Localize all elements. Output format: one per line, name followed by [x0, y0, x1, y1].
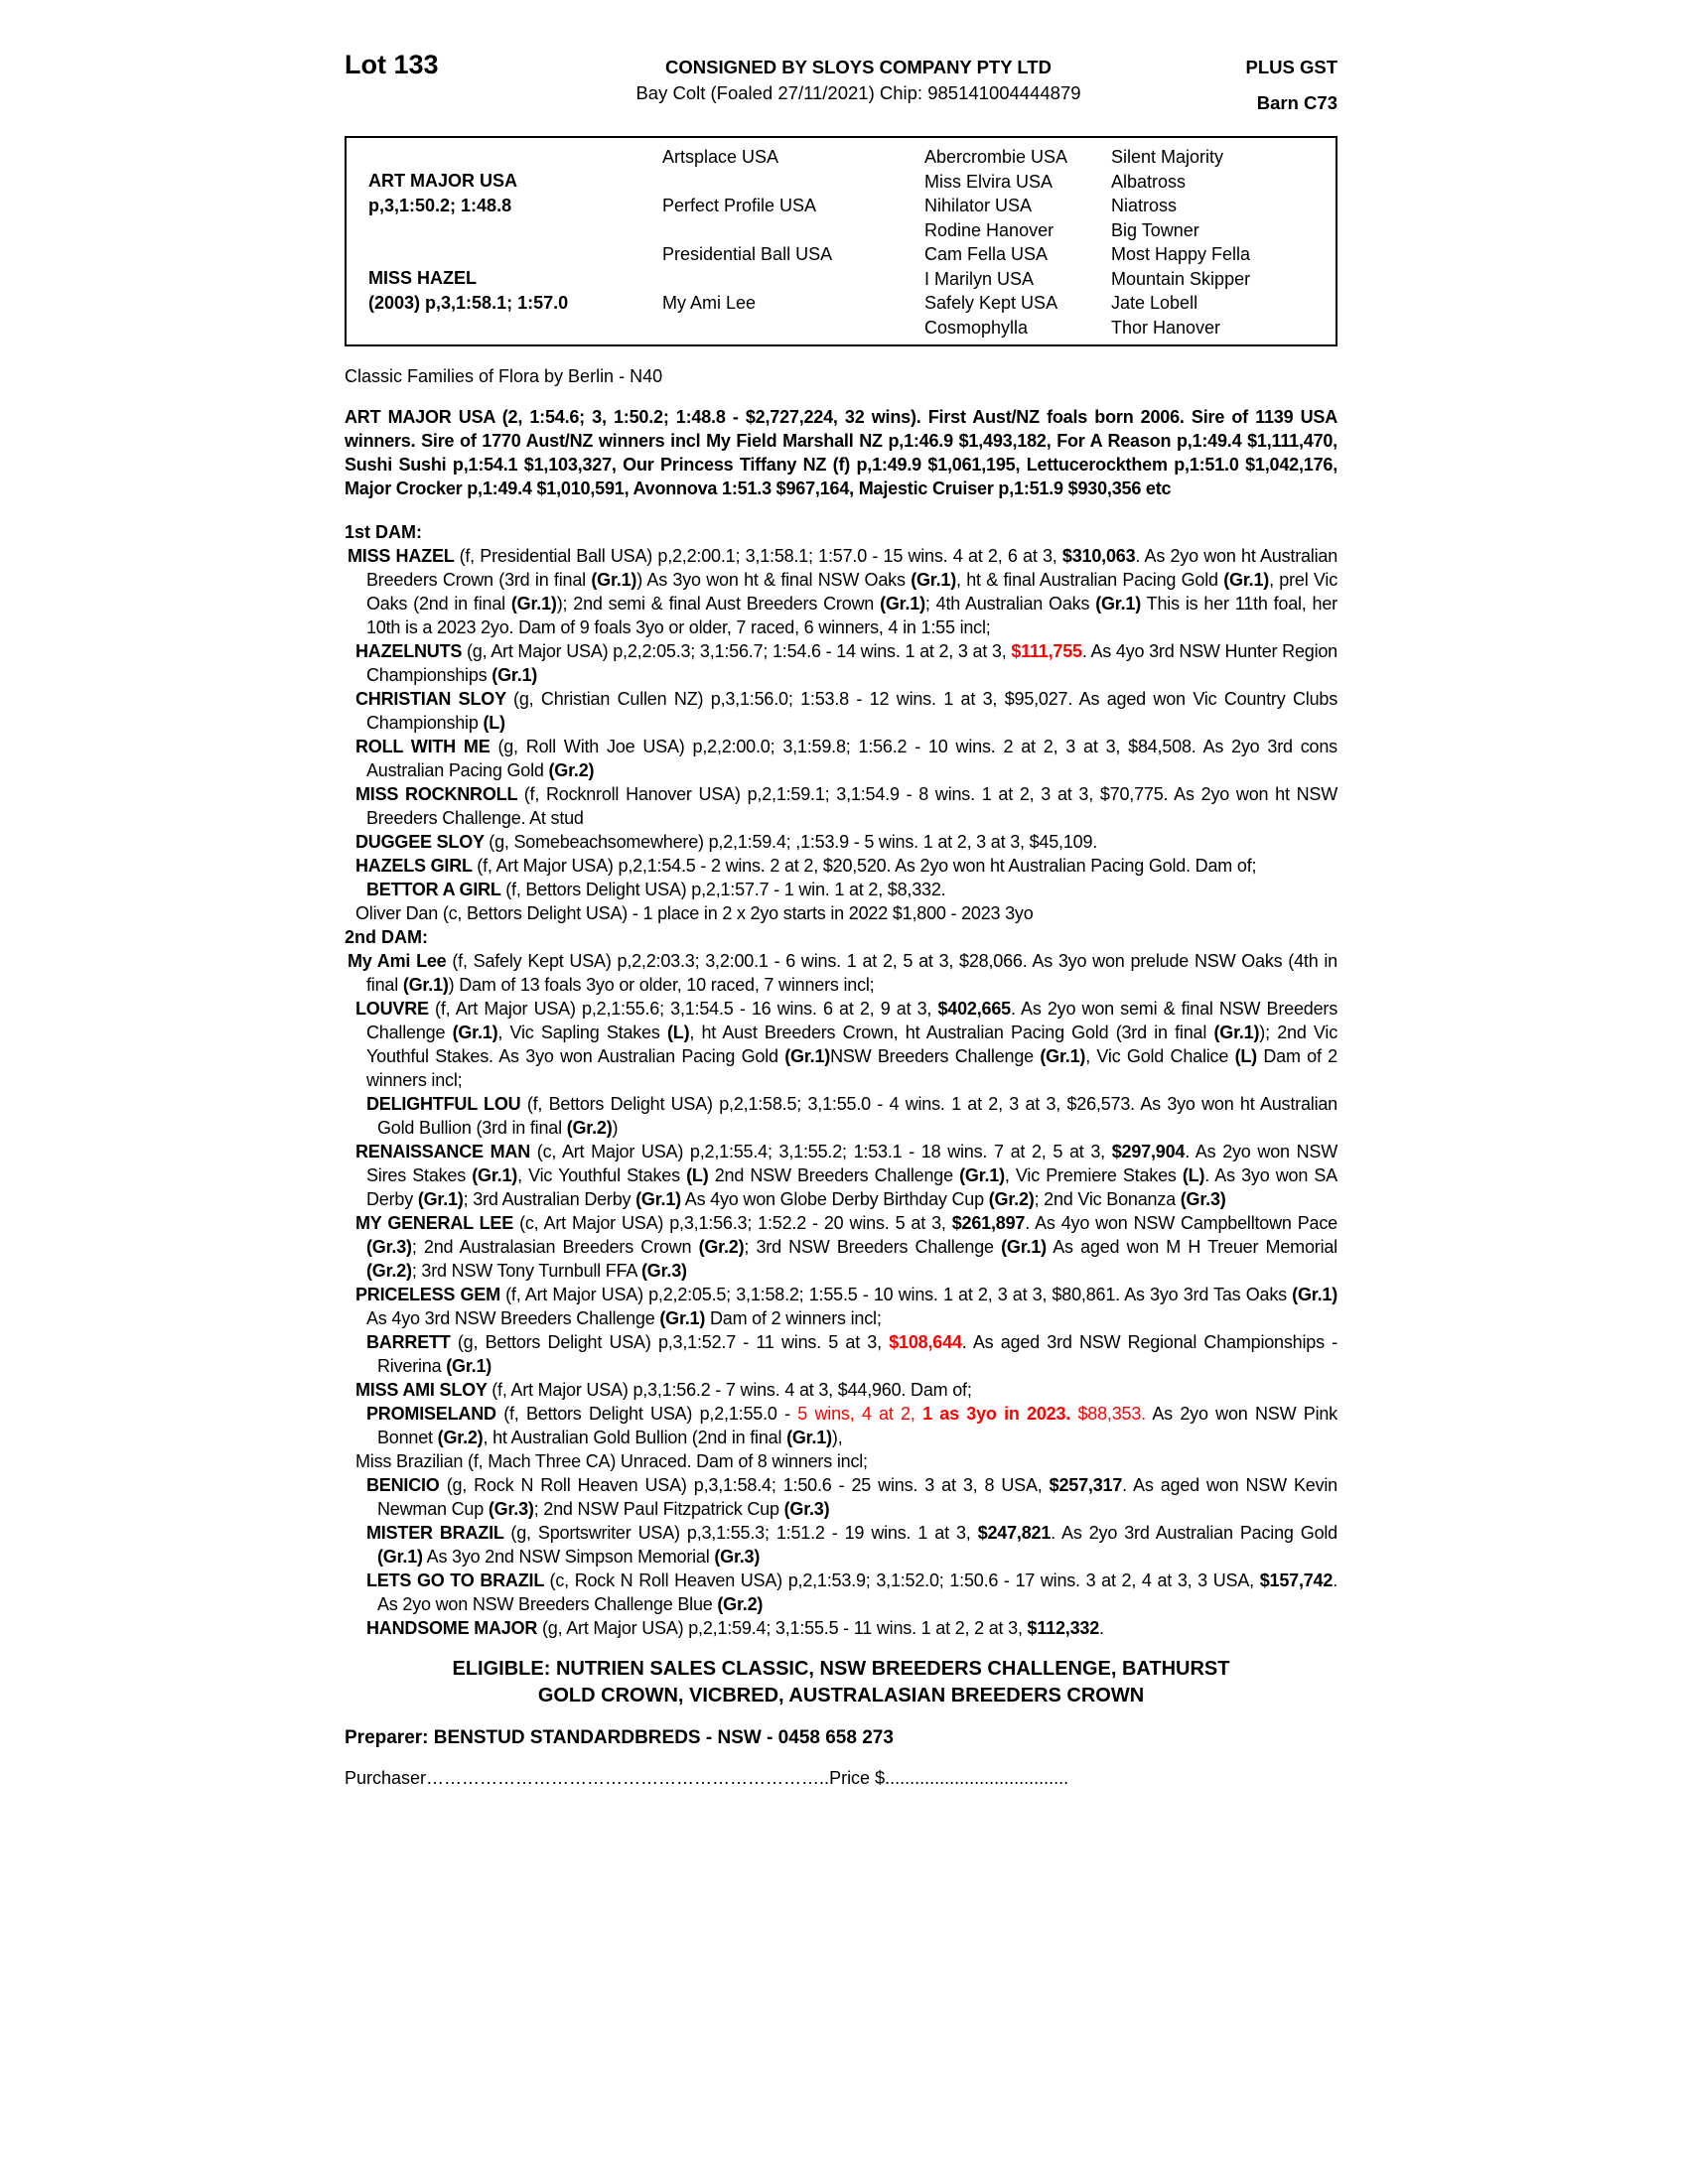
entry-text-segment: , ht Aust Breeders Crown, ht Australian Pacing Gold (3rd in final	[689, 1023, 1214, 1042]
entry-text-segment: (Gr.1)	[1292, 1285, 1337, 1304]
entry-text-segment: . As 2yo won NSW Breeders Challenge Blue	[377, 1570, 1337, 1614]
entry-text-segment: LETS GO TO BRAZIL	[366, 1570, 550, 1590]
entry-text-segment: , Vic Sapling Stakes	[497, 1023, 667, 1042]
consignor-line: CONSIGNED BY SLOYS COMPANY PTY LTD	[665, 57, 1052, 77]
dam-section-header: 2nd DAM:	[345, 927, 428, 947]
entry-text-segment: (Gr.1)	[959, 1165, 1005, 1185]
header-center	[548, 50, 1169, 114]
entry-text-segment: (Gr.3)	[366, 1237, 412, 1257]
pedigree-entry	[345, 544, 1337, 639]
entry-text-segment: 2nd NSW Breeders Challenge	[708, 1165, 960, 1185]
entry-text-segment: ) As 3yo won ht & final NSW Oaks	[636, 570, 912, 590]
entry-text-segment: (Gr.1)	[659, 1308, 706, 1328]
pedigree-entry	[345, 1283, 1337, 1330]
entry-text-segment: BENICIO	[366, 1475, 447, 1495]
dam-section-header: 1st DAM:	[345, 522, 423, 542]
pedigree-gen2-name: Artsplace USA	[662, 147, 779, 167]
entry-text-segment: (f, Art Major USA) p,2,2:05.5; 3,1:58.2; 1:55.5 - 10 wins. 1 at 2, 3 at 3, $80,861. As 3yo 3rd Tas Oaks	[505, 1285, 1293, 1304]
entry-text-segment: . As 3yo won SA Derby	[366, 1165, 1337, 1209]
entry-text-segment: ROLL WITH ME	[355, 737, 498, 756]
pedigree-gen4-name: Albatross	[1111, 171, 1187, 192]
entry-text-segment: RENAISSANCE MAN	[355, 1142, 537, 1161]
entry-text-segment: (Gr.1)	[1095, 594, 1142, 614]
eligibility-note	[345, 1656, 1337, 1709]
entry-text-segment: This is her 11th foal, her 10th is a 2023 2yo. Dam of 9 foals 3yo or older, 7 raced, 6 winners, 4 in 1:55 incl;	[366, 594, 1337, 637]
entry-text-segment: $257,317	[1049, 1475, 1123, 1495]
eligibility-line1: ELIGIBLE: NUTRIEN SALES CLASSIC, NSW BREEDERS CHALLENGE, BATHURST	[452, 1658, 1230, 1680]
entry-text-segment: ; 3rd NSW Tony Turnbull FFA	[411, 1261, 641, 1281]
entry-text-segment: $108,644	[889, 1332, 962, 1352]
pedigree-entry	[345, 830, 1337, 854]
dam-record: (2003) p,3,1:58.1; 1:57.0	[368, 293, 569, 313]
entry-text-segment: (Gr.1)	[1001, 1237, 1047, 1257]
entry-text-segment: (Gr.1)	[417, 1189, 464, 1209]
entry-text-segment: (c, Art Major USA) p,3,1:56.3; 1:52.2 - 20 wins. 5 at 3,	[519, 1213, 952, 1233]
entry-text-segment: (Gr.1)	[492, 665, 538, 685]
entry-text-segment: $297,904	[1111, 1142, 1186, 1161]
entry-text-segment: (Gr.1)	[446, 1356, 492, 1376]
entry-text-segment: (Gr.3)	[783, 1499, 830, 1519]
entry-text-segment: $310,063	[1061, 546, 1136, 566]
entry-text-segment: As 3yo 2nd NSW Simpson Memorial	[422, 1547, 715, 1567]
pedigree-entry	[345, 782, 1337, 830]
pedigree-entry	[345, 1378, 1337, 1402]
entry-text-segment: (Gr.3)	[1180, 1189, 1226, 1209]
pedigree-gen3-name: Rodine Hanover	[924, 219, 1055, 240]
pedigree-gen2-name: Presidential Ball USA	[662, 244, 833, 264]
entry-text-segment: . As 2yo won semi & final NSW Breeders Challenge	[366, 999, 1337, 1042]
entry-text-segment: (f, Bettors Delight USA) p,2,1:58.5; 3,1:55.0 - 4 wins. 1 at 2, 3 at 3, $26,573. As 3yo won ht Australian Gold Bullion (3rd in final	[377, 1094, 1337, 1138]
eligibility-line2: GOLD CROWN, VICBRED, AUSTRALASIAN BREEDERS CROWN	[537, 1685, 1145, 1706]
entry-text-segment: NSW Breeders Challenge	[830, 1046, 1041, 1066]
entry-text-segment: (Gr.1)	[635, 1189, 681, 1209]
entry-text-segment: (Gr.1)	[880, 594, 925, 614]
entry-text-segment: HAZELNUTS	[355, 641, 467, 661]
pedigree-entry	[345, 1616, 1337, 1640]
entry-text-segment: (g, Christian Cullen NZ) p,3,1:56.0; 1:53.8 - 12 wins. 1 at 3, $95,027. As aged won Vic Country Clubs Championship	[366, 689, 1337, 733]
pedigree-gen2-name: Perfect Profile USA	[662, 196, 817, 215]
entry-text-segment: PROMISELAND	[366, 1404, 504, 1424]
entry-text-segment: (Gr.1)	[1223, 570, 1270, 590]
entry-text-segment: BETTOR A GIRL	[366, 880, 506, 899]
entry-text-segment: (Gr.2)	[566, 1118, 613, 1138]
purchase-line	[345, 1768, 1337, 1789]
entry-text-segment: As aged won M H Treuer Memorial	[1046, 1237, 1337, 1257]
pedigree-gen4-name: Most Happy Fella	[1111, 244, 1251, 264]
entry-text-segment: ; 3rd Australian Derby	[463, 1189, 636, 1209]
pedigree-gen2-column	[662, 145, 832, 340]
entry-text-segment: (Gr.2)	[988, 1189, 1035, 1209]
entry-text-segment: (Gr.2)	[717, 1594, 764, 1614]
entry-text-segment: (g, Somebeachsomewhere) p,2,1:59.4; ,1:53.9 - 5 wins. 1 at 2, 3 at 3, $45,109.	[489, 832, 1098, 852]
entry-text-segment: (L)	[666, 1023, 690, 1042]
purchaser-label: Purchaser	[345, 1768, 427, 1788]
pedigree-gen3-name: Miss Elvira USA	[924, 171, 1054, 192]
pedigree-entry	[345, 735, 1337, 782]
barn-number: Barn C73	[1256, 92, 1337, 113]
entry-text-segment: (g, Roll With Joe USA) p,2,2:00.0; 3,1:59.8; 1:56.2 - 10 wins. 2 at 2, 3 at 3, $84,508. As 2yo 3rd cons Australian Pacing Gold	[366, 737, 1337, 780]
entry-text-segment: As 4yo 3rd NSW Breeders Challenge	[366, 1308, 660, 1328]
dam-name: MISS HAZEL	[368, 268, 478, 288]
entry-text-segment: (g, Bettors Delight USA) p,3,1:52.7 - 11 wins. 5 at 3,	[457, 1332, 890, 1352]
entry-text-segment: (c, Rock N Roll Heaven USA) p,2,1:53.9; 3,1:52.0; 1:50.6 - 17 wins. 3 at 2, 4 at 3, 3 USA,	[549, 1570, 1260, 1590]
entry-text-segment: (L)	[1234, 1046, 1257, 1066]
entry-text-segment: ; 2nd Vic Bonanza	[1034, 1189, 1181, 1209]
entry-text-segment: (Gr.2)	[548, 760, 595, 780]
pedigree-gen3-name: Safely Kept USA	[924, 293, 1058, 313]
entry-text-segment: ; 3rd NSW Breeders Challenge	[744, 1237, 1002, 1257]
entry-text-segment: ),	[831, 1428, 843, 1447]
entry-text-segment: , prel Vic Oaks (2nd in final	[366, 570, 1337, 614]
entry-text-segment: , Vic Youthful Stakes	[517, 1165, 687, 1185]
entry-text-segment: (f, Bettors Delight USA) p,2,1:55.0 -	[503, 1404, 798, 1424]
entry-text-segment: )	[612, 1118, 619, 1138]
header-right	[1169, 50, 1337, 114]
entry-text-segment: ; 4th Australian Oaks	[924, 594, 1096, 614]
entry-text-segment: , Vic Premiere Stakes	[1004, 1165, 1183, 1185]
family-note: Classic Families of Flora by Berlin - N40	[345, 366, 663, 386]
entry-text-segment: (Gr.1)	[911, 570, 957, 590]
entry-text-segment: MISS HAZEL	[348, 546, 460, 566]
entry-text-segment: (g, Art Major USA) p,2,1:59.4; 3,1:55.5 - 11 wins. 1 at 2, 2 at 3,	[542, 1618, 1028, 1638]
pedigree-entry	[345, 1092, 1337, 1140]
entry-text-segment: (Gr.1)	[472, 1165, 518, 1185]
entry-text-segment: MISS AMI SLOY	[355, 1380, 492, 1400]
pedigree-entry	[345, 1211, 1337, 1283]
price-label: Price $	[829, 1768, 886, 1788]
entry-text-segment: 1 as 3yo in 2023.	[922, 1404, 1071, 1424]
lot-number: Lot 133	[345, 50, 439, 79]
entry-text-segment: LOUVRE	[355, 999, 436, 1019]
entry-text-segment: (f, Safely Kept USA) p,2,2:03.3; 3,2:00.1 - 6 wins. 1 at 2, 5 at 3, $28,066. As 3yo won prelude NSW Oaks (4th in final	[366, 951, 1337, 995]
purchaser-fill-line: …………………………………………………………..	[426, 1768, 830, 1788]
entry-text-segment: Miss Brazilian (f, Mach Three CA) Unraced. Dam of 8 winners incl;	[355, 1451, 868, 1471]
entry-text-segment: $112,332	[1027, 1618, 1100, 1638]
entry-text-segment: , ht Australian Gold Bullion (2nd in final	[483, 1428, 787, 1447]
pedigree-gen2-name: My Ami Lee	[662, 293, 757, 313]
entry-text-segment: As 2yo won NSW Pink Bonnet	[377, 1404, 1337, 1447]
entry-text-segment: (Gr.2)	[366, 1261, 412, 1281]
entry-text-segment: (Gr.1)	[1040, 1046, 1086, 1066]
entry-text-segment: MY GENERAL LEE	[355, 1213, 520, 1233]
entry-text-segment: (f, Bettors Delight USA) p,2,1:57.7 - 1 win. 1 at 2, $8,332.	[505, 880, 946, 899]
entry-text-segment: (Gr.1)	[510, 594, 557, 614]
page-header	[345, 50, 1337, 114]
pedigree-gen4-name: Mountain Skipper	[1111, 268, 1251, 289]
pedigree-entry	[345, 1521, 1337, 1569]
entry-text-segment: HANDSOME MAJOR	[366, 1618, 543, 1638]
entry-text-segment: (g, Sportswriter USA) p,3,1:55.3; 1:51.2 - 19 wins. 1 at 3,	[510, 1523, 978, 1543]
entry-text-segment: $157,742	[1259, 1570, 1334, 1590]
entry-text-segment: $88,353.	[1070, 1404, 1146, 1424]
pedigree-entry	[345, 1473, 1337, 1521]
entry-text-segment: (f, Presidential Ball USA) p,2,2:00.1; 3,1:58.1; 1:57.0 - 15 wins. 4 at 2, 6 at 3,	[459, 546, 1062, 566]
pedigree-gen4-name: Jate Lobell	[1111, 293, 1198, 313]
entry-text-segment: 5 wins, 4 at 2,	[797, 1404, 923, 1424]
sire-summary: ART MAJOR USA (2, 1:54.6; 3, 1:50.2; 1:48.8 - $2,727,224, 32 wins). First Aust/NZ foals born 2006. Sire of 1139 USA winners. Sire of 1770 Aust/NZ winners incl My Field Marshall NZ p,1:46.9 $1,493,182, For A Reason p,1:49.4 $1,111,470, Sushi Sushi p,1:54.1 $1,103,327, Our Princess Tiffany NZ (f) p,1:49.9 $1,061,195, Lettucerockthem p,1:51.0 $1,042,176, Major Crocker p,1:49.4 $1,010,591, Avonnova 1:51.3 $967,164, Majestic Cruiser p,1:51.9 $930,356 etc	[345, 407, 1337, 498]
sire-record: p,3,1:50.2; 1:48.8	[368, 196, 512, 215]
pedigree-table	[345, 136, 1337, 346]
entry-text-segment: ) Dam of 13 foals 3yo or older, 10 raced, 7 winners incl;	[448, 975, 875, 995]
pedigree-gen4-name: Silent Majority	[1111, 147, 1224, 167]
entry-text-segment: (Gr.1)	[377, 1547, 423, 1567]
entry-text-segment: $261,897	[951, 1213, 1026, 1233]
entry-text-segment: (L)	[483, 713, 505, 733]
entry-text-segment: BARRETT	[366, 1332, 458, 1352]
pedigree-gen4-name: Niatross	[1111, 196, 1178, 215]
entry-text-segment: . As 2yo won NSW Sires Stakes	[366, 1142, 1337, 1185]
pedigree-entry	[345, 949, 1337, 997]
pedigree-gen3-name: Abercrombie USA	[924, 147, 1068, 167]
entry-text-segment: . As 2yo won ht Australian Breeders Crown (3rd in final	[366, 546, 1338, 590]
pedigree-gen3-name: I Marilyn USA	[924, 268, 1035, 289]
pedigree-gen4-name: Thor Hanover	[1111, 317, 1221, 338]
horse-description: Bay Colt (Foaled 27/11/2021) Chip: 985141004444879	[635, 82, 1081, 103]
entry-text-segment: (g, Art Major USA) p,2,2:05.3; 3,1:56.7; 1:54.6 - 14 wins. 1 at 2, 3 at 3,	[467, 641, 1012, 661]
entry-text-segment: (Gr.1)	[402, 975, 449, 995]
sire-name: ART MAJOR USA	[368, 171, 518, 191]
entry-text-segment: ); 2nd semi & final Aust Breeders Crown	[556, 594, 881, 614]
pedigree-entry	[345, 901, 1337, 925]
entry-text-segment: . As 2yo 3rd Australian Pacing Gold	[1051, 1523, 1337, 1543]
entry-text-segment: Oliver Dan (c, Bettors Delight USA) - 1 place in 2 x 2yo starts in 2022 $1,800 - 2023 3yo	[355, 903, 1034, 923]
pedigree-entry	[345, 1569, 1337, 1616]
pedigree-entry	[345, 1330, 1337, 1378]
entry-text-segment: My Ami Lee	[348, 951, 453, 971]
entry-text-segment: , ht & final Australian Pacing Gold	[956, 570, 1224, 590]
pedigree-gen3-name: Cosmophylla	[924, 317, 1029, 338]
entry-text-segment: (L)	[1182, 1165, 1205, 1185]
entry-text-segment: $111,755	[1011, 641, 1082, 661]
page-content	[345, 50, 1337, 1807]
entry-text-segment: . As aged 3rd NSW Regional Championships - Riverina	[377, 1332, 1337, 1376]
entry-text-segment: . As 4yo won NSW Campbelltown Pace	[1025, 1213, 1337, 1233]
pedigree-entry	[345, 1449, 1337, 1473]
pedigree-entry	[345, 639, 1337, 687]
entry-text-segment: PRICELESS GEM	[355, 1285, 506, 1304]
entry-text-segment: (L)	[686, 1165, 709, 1185]
pedigree-gen3-name: Nihilator USA	[924, 196, 1033, 215]
pedigree-entry	[345, 997, 1337, 1092]
pedigree-entry	[345, 1402, 1337, 1449]
entry-text-segment: (Gr.1)	[786, 1428, 832, 1447]
entry-text-segment: $402,665	[937, 999, 1011, 1019]
price-fill-line: .....................................	[885, 1768, 1069, 1788]
entry-text-segment: . As 4yo 3rd NSW Hunter Region Championships	[366, 641, 1337, 685]
pedigree-gen4-column	[1111, 145, 1250, 340]
entry-text-segment: (g, Rock N Roll Heaven USA) p,3,1:58.4; 1:50.6 - 25 wins. 3 at 3, 8 USA,	[446, 1475, 1050, 1495]
pedigree-gen3-name: Cam Fella USA	[924, 244, 1049, 264]
pedigree-entry	[345, 878, 1337, 901]
entry-text-segment: (Gr.3)	[641, 1261, 687, 1281]
entry-text-segment: (f, Art Major USA) p,2,1:54.5 - 2 wins. 2 at 2, $20,520. As 2yo won ht Australian Pacing Gold. Dam of;	[477, 856, 1257, 876]
entry-text-segment: (c, Art Major USA) p,2,1:55.4; 3,1:55.2; 1:53.1 - 18 wins. 7 at 2, 5 at 3,	[536, 1142, 1112, 1161]
entry-text-segment: MISS ROCKNROLL	[355, 784, 524, 804]
entry-text-segment: (Gr.1)	[591, 570, 637, 590]
entry-text-segment: (f, Art Major USA) p,3,1:56.2 - 7 wins. 4 at 3, $44,960. Dam of;	[492, 1380, 972, 1400]
entry-text-segment: (Gr.2)	[698, 1237, 745, 1257]
entry-text-segment: CHRISTIAN SLOY	[355, 689, 514, 709]
entry-text-segment: (Gr.1)	[1213, 1023, 1260, 1042]
entry-text-segment: , Vic Gold Chalice	[1085, 1046, 1235, 1066]
entry-text-segment: ; 2nd Australasian Breeders Crown	[411, 1237, 699, 1257]
entry-text-segment: . As aged won NSW Kevin Newman Cup	[377, 1475, 1337, 1519]
preparer-line: Preparer: BENSTUD STANDARDBREDS - NSW - 0458 658 273	[345, 1727, 894, 1748]
entry-text-segment: (Gr.1)	[784, 1046, 831, 1066]
entry-text-segment: .	[1099, 1618, 1104, 1638]
entry-text-segment: MISTER BRAZIL	[366, 1523, 511, 1543]
gst-note: PLUS GST	[1245, 57, 1337, 77]
pedigree-gen4-name: Big Towner	[1111, 219, 1199, 240]
dam-sections	[345, 520, 1337, 1640]
entry-text-segment: DELIGHTFUL LOU	[366, 1094, 527, 1114]
entry-text-segment: (f, Art Major USA) p,2,1:55.6; 3,1:54.5 - 16 wins. 6 at 2, 9 at 3,	[435, 999, 938, 1019]
entry-text-segment: (Gr.3)	[714, 1547, 761, 1567]
pedigree-entry	[345, 854, 1337, 878]
entry-text-segment: (Gr.1)	[452, 1023, 498, 1042]
entry-text-segment: ; 2nd NSW Paul Fitzpatrick Cup	[533, 1499, 784, 1519]
entry-text-segment: ); 2nd Vic Youthful Stakes. As 3yo won Australian Pacing Gold	[366, 1023, 1338, 1066]
entry-text-segment: As 4yo won Globe Derby Birthday Cup	[680, 1189, 989, 1209]
entry-text-segment: $247,821	[977, 1523, 1052, 1543]
entry-text-segment: HAZELS GIRL	[355, 856, 478, 876]
entry-text-segment: Dam of 2 winners incl;	[705, 1308, 882, 1328]
pedigree-entry	[345, 1140, 1337, 1211]
entry-text-segment: (Gr.2)	[437, 1428, 484, 1447]
entry-text-segment: (Gr.3)	[488, 1499, 534, 1519]
pedigree-gen3-column	[924, 145, 1067, 340]
pedigree-entry	[345, 687, 1337, 735]
entry-text-segment: DUGGEE SLOY	[355, 832, 490, 852]
entry-text-segment: (f, Rocknroll Hanover USA) p,2,1:59.1; 3,1:54.9 - 8 wins. 1 at 2, 3 at 3, $70,775. As 2yo won ht NSW Breeders Challenge. At stud	[366, 784, 1338, 828]
entry-text-segment: Dam of 2 winners incl;	[366, 1046, 1337, 1090]
